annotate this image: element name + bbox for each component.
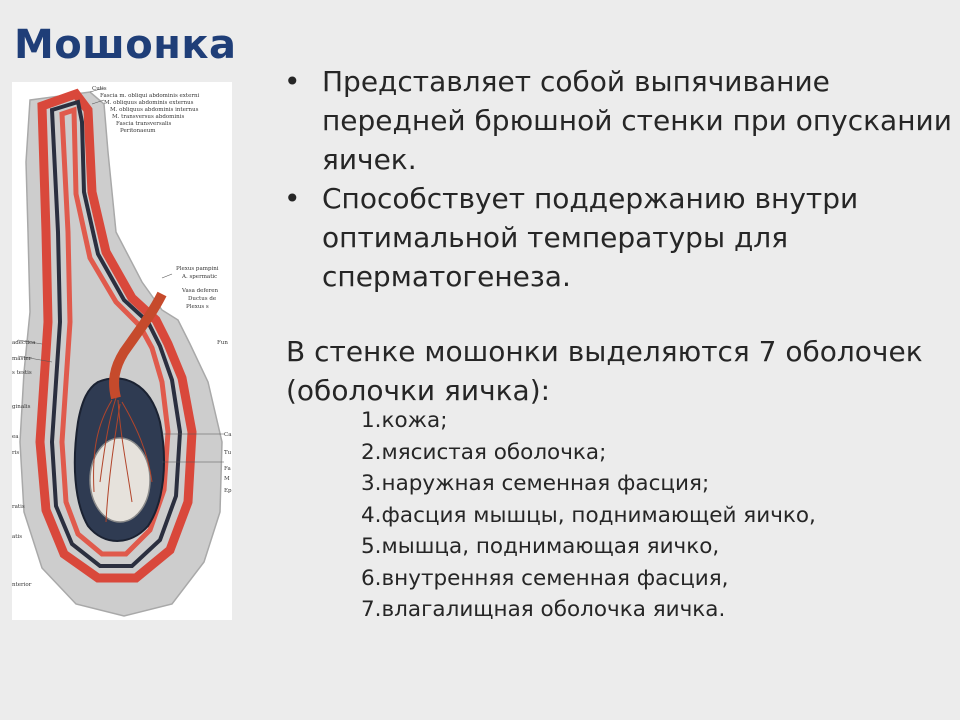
testis [90, 438, 150, 522]
fig-label-top: Fascia transversalis [116, 121, 172, 127]
bullet-text: Способствует поддержанию внутри оптимальной температуры для сперматогенеза. [322, 182, 859, 293]
fig-label-left: master [12, 356, 32, 362]
layers-list [361, 405, 951, 626]
fig-label-top: Peritonaeum [120, 128, 156, 134]
bullet-item [284, 62, 954, 179]
fig-label-top: Fascia m. obliqui abdominis externi [100, 93, 200, 99]
fig-label-left: ris [12, 450, 20, 456]
fig-label-left: adectica [12, 340, 36, 346]
fig-label-left: nterior [12, 582, 32, 588]
fig-label-left: ea [12, 434, 19, 440]
fig-label-mid-right: Plexus s [186, 304, 209, 310]
fig-label-mid-right: Ductus de [188, 296, 217, 302]
layers-intro: В стенке мошонки выделяются 7 оболочек (оболочки яичка): [286, 335, 923, 407]
layer-item: 5.мышца, поднимающая яичко, [361, 534, 720, 559]
anatomy-drawing [12, 82, 232, 620]
bullet-list [284, 62, 954, 296]
fig-label-top: M. obliquus abdominis externus [104, 100, 194, 106]
fig-label-right: Ca [224, 432, 232, 438]
fig-label-mid-right: Vasa deferen [182, 288, 219, 294]
scrotum-anatomy-illustration [12, 82, 232, 620]
bullet-item [284, 179, 954, 296]
fig-label-mid-right: A. spermatic [182, 274, 218, 280]
slide-title: Мошонка [14, 22, 237, 68]
fig-label-left: s testis [12, 370, 32, 376]
fig-label-right: Ep [224, 488, 232, 494]
layer-item: 3.наружная семенная фасция; [361, 471, 710, 496]
bullet-marker: • [284, 182, 301, 215]
layer-item: 2.мясистая оболочка; [361, 439, 607, 465]
bullet-marker: • [284, 65, 301, 98]
bullet-text: Представляет собой выпячивание передней брюшной стенки при опускании яичек. [322, 65, 952, 176]
fig-label-right: Fa [224, 466, 231, 472]
layer-item: 1.кожа; [361, 408, 448, 433]
layer-item: 4.фасция мышцы, поднимающей яичко, [361, 502, 816, 528]
fig-label-left: ratis [12, 504, 25, 510]
fig-label-mid-right: Plexus pampini [176, 266, 219, 272]
fig-label-left: ginalis [12, 404, 31, 410]
layer-item: 6.внутренняя семенная фасция, [361, 565, 729, 591]
fig-label-top: M. transversus abdominis [112, 114, 185, 120]
fig-label-right: M [224, 476, 230, 482]
fig-label-left: atis [12, 534, 23, 540]
fig-label-top: M. obliquus abdominis internus [110, 107, 199, 113]
fig-label-right: Tu [224, 450, 232, 456]
layer-item: 7.влагалищная оболочка яичка. [361, 597, 726, 622]
fig-label-fun: Fun [217, 340, 228, 346]
fig-label-top: Cutis [92, 86, 107, 92]
